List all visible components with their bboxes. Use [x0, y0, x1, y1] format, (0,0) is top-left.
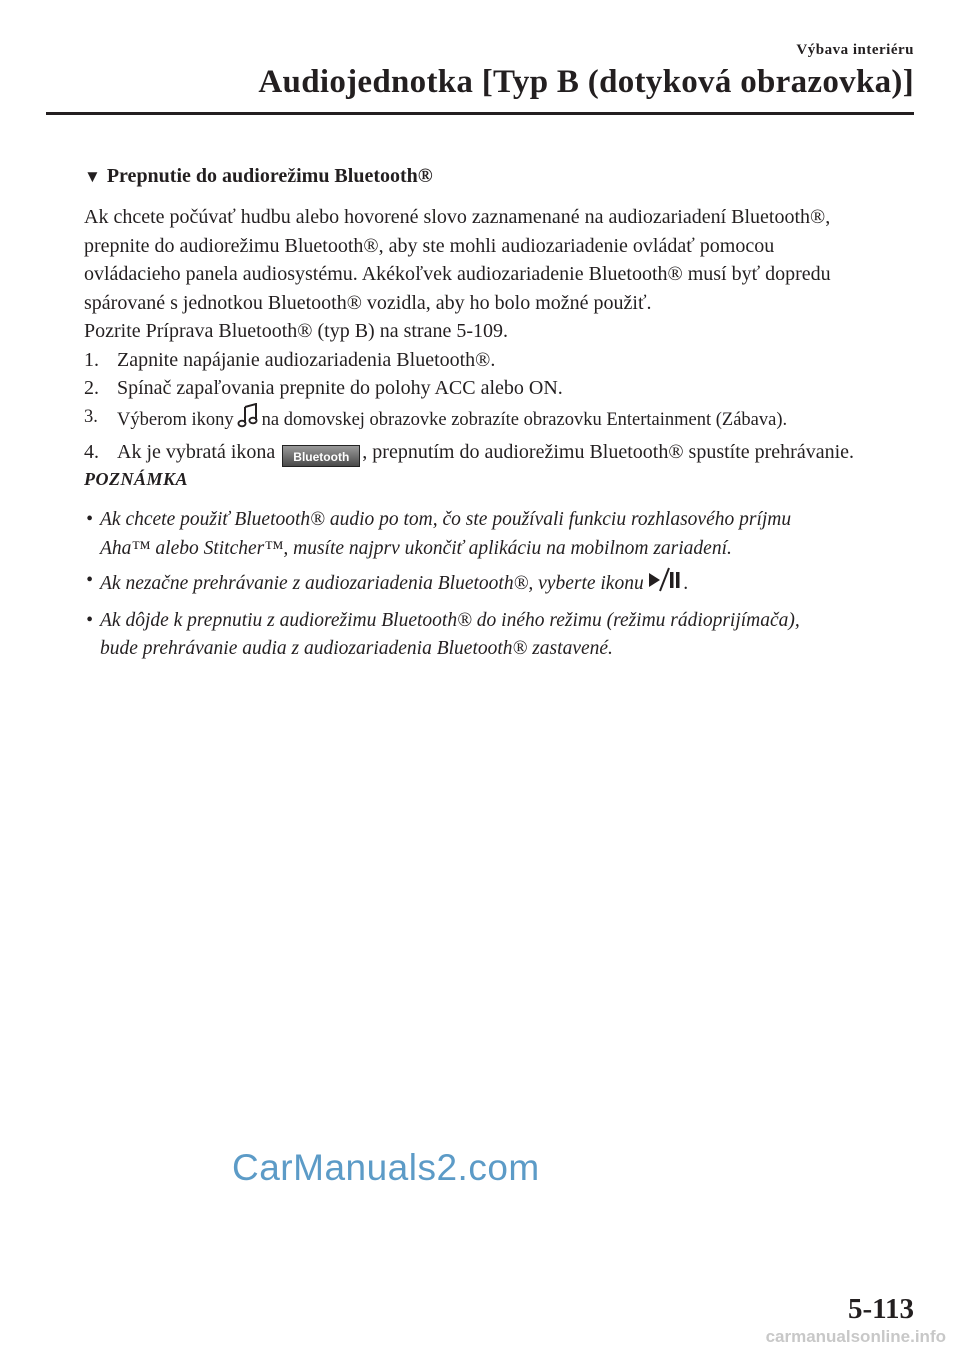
note-line: Aha™ alebo Stitcher™, musíte najprv ukončiť aplikáciu na mobilnom zariadení.	[100, 537, 732, 559]
bullet-icon: •	[86, 509, 93, 530]
note-line: bude prehrávanie audia z audiozariadenia Bluetooth® zastavené.	[100, 638, 613, 659]
note-list	[86, 506, 922, 668]
intro-line: Ak chcete počúvať hudbu alebo hovorené slovo zaznamenané na audiozariadení Bluetooth®,	[84, 206, 831, 228]
step-item	[84, 403, 920, 439]
note-text	[100, 506, 791, 563]
header-rule	[46, 112, 914, 115]
step-text	[117, 403, 787, 439]
section-heading	[84, 165, 433, 188]
intro-line: ovládacieho panela audiosystému. Akékoľvek audiozariadenie Bluetooth® musí byť dopredu	[84, 263, 831, 285]
note-text	[100, 567, 689, 603]
note-line: Ak dôjde k prepnutiu z audiorežimu Bluetooth® do iného režimu (režimu rádioprijímača),	[100, 609, 800, 631]
note-item	[86, 567, 922, 603]
note-text-before: Ak nezačne prehrávanie z audiozariadenia Bluetooth®, vyberte ikonu	[100, 573, 644, 594]
footer-watermark: carmanualsonline.info	[765, 1327, 946, 1346]
music-note-icon	[237, 403, 259, 439]
step-number: 4.	[84, 441, 99, 463]
body-text	[84, 203, 920, 467]
step-item	[84, 438, 920, 467]
step-text: Zapnite napájanie audiozariadenia Bluetooth®.	[117, 348, 496, 371]
intro-line: Pozrite Príprava Bluetooth® (typ B) na strane 5-109.	[84, 320, 508, 342]
header-section-label: Výbava interiéru	[796, 42, 914, 58]
step-number: 1.	[84, 348, 99, 371]
step-item	[84, 374, 920, 403]
play-pause-icon	[647, 567, 681, 603]
step-text-before: Ak je vybratá ikona	[117, 441, 276, 463]
header-title: Audiojednotka [Typ B (dotyková obrazovka)]	[258, 64, 914, 100]
section-heading-text: Prepnutie do audiorežimu Bluetooth®	[106, 165, 433, 187]
step-text-after: , prepnutím do audiorežimu Bluetooth® spustíte prehrávanie.	[362, 441, 855, 463]
triangle-marker-icon: ▼	[84, 167, 101, 186]
step-number: 3.	[84, 406, 98, 427]
bullet-icon: •	[86, 570, 93, 591]
intro-line: spárované s jednotkou Bluetooth® vozidla, aby ho bolo možné použiť.	[84, 291, 652, 314]
note-title: POZNÁMKA	[84, 469, 189, 489]
note-item	[86, 607, 922, 664]
step-text	[117, 438, 854, 467]
step-item	[84, 346, 920, 375]
page-number: 5-113	[847, 1293, 914, 1325]
note-item	[86, 506, 922, 563]
note-text	[100, 607, 800, 664]
step-text-after: na domovskej obrazovke zobrazíte obrazovku Entertainment (Zábava).	[261, 409, 788, 430]
intro-line: prepnite do audiorežimu Bluetooth®, aby ste mohli audiozariadenie ovládať pomocou	[84, 234, 775, 257]
bluetooth-button-icon: Bluetooth	[282, 445, 360, 467]
note-line: Ak chcete použiť Bluetooth® audio po tom, čo ste používali funkciu rozhlasového príjmu	[100, 509, 792, 530]
step-text: Spínač zapaľovania prepnite do polohy ACC alebo ON.	[117, 377, 563, 399]
step-text-before: Výberom ikony	[117, 409, 234, 430]
bullet-icon: •	[86, 609, 93, 631]
watermark-text: CarManuals2.com	[232, 1147, 540, 1188]
step-number: 2.	[84, 377, 99, 399]
note-text-after: .	[683, 573, 689, 594]
